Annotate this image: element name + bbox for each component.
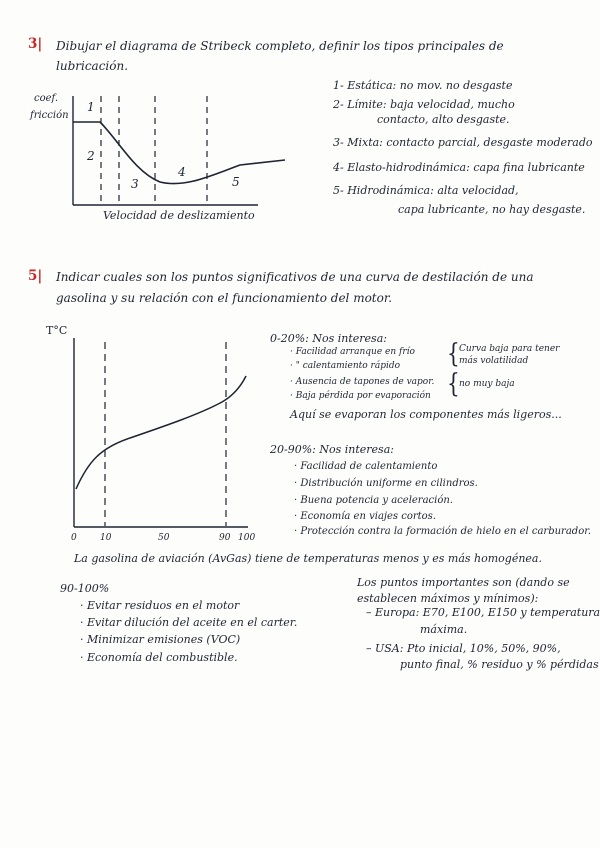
stribeck-xlabel: Velocidad de deslizamiento	[103, 209, 255, 222]
range-0-20-item-4: · Baja pérdida por evaporación	[290, 391, 431, 401]
distillation-xtick-50: 50	[158, 533, 170, 543]
lubrication-type-2-cont: contacto, alto desgaste.	[377, 113, 510, 126]
question-5-text-line2: gasolina y su relación con el funcionamiento del motor.	[56, 291, 393, 305]
lubrication-type-3: 3- Mixta: contacto parcial, desgaste moderado	[333, 136, 593, 149]
stribeck-region-5: 5	[232, 175, 240, 189]
question-3-text-line2: lubricación.	[56, 59, 129, 73]
range-0-20-note: Aquí se evaporan los componentes más ligeros...	[290, 408, 562, 421]
question-5-number: 5|	[28, 268, 43, 284]
brace-1: {	[447, 337, 460, 369]
important-points-line1: Los puntos importantes son (dando se	[357, 576, 570, 589]
lubrication-type-2: 2- Límite: baja velocidad, mucho	[333, 98, 515, 111]
important-points-line2: establecen máximos y mínimos):	[357, 592, 539, 605]
range-0-20-item-3: · Ausencia de tapones de vapor.	[290, 377, 435, 387]
range-0-20-heading: 0-20%: Nos interesa:	[270, 332, 387, 345]
question-3-text-line1: Dibujar el diagrama de Stribeck completo, definir los tipos principales de	[56, 39, 504, 53]
distillation-curve	[76, 376, 246, 489]
stribeck-ylabel-line1: coef.	[34, 93, 59, 104]
question-3-number: 3|	[28, 36, 43, 52]
distillation-ylabel: T°C	[46, 324, 68, 337]
brace-1-text-line2: más volatilidad	[459, 356, 529, 366]
question-5-text-line1: Indicar cuales son los puntos significativos de una curva de destilación de una	[56, 270, 534, 284]
range-0-20-item-2: · " calentamiento rápido	[290, 361, 401, 371]
brace-2: {	[447, 367, 460, 399]
range-20-90-item-4: · Economía en viajes cortos.	[294, 511, 436, 522]
range-90-100-heading: 90-100%	[60, 582, 110, 595]
brace-2-text: no muy baja	[459, 379, 515, 389]
important-points-usa-line1: – USA: Pto inicial, 10%, 50%, 90%,	[366, 642, 561, 655]
important-points-europe-line1: – Europa: E70, E100, E150 y temperatura	[366, 606, 600, 619]
stribeck-region-4: 4	[178, 165, 186, 179]
range-90-100-item-2: · Evitar dilución del aceite en el carter.	[80, 616, 298, 629]
stribeck-region-3: 3	[131, 177, 139, 191]
brace-1-text-line1: Curva baja para tener	[459, 344, 560, 354]
range-90-100-item-1: · Evitar residuos en el motor	[80, 599, 240, 612]
distillation-xtick-90: 90	[219, 533, 231, 543]
range-90-100-item-4: · Economía del combustible.	[80, 651, 238, 664]
important-points-europe-line2: máxima.	[420, 623, 468, 636]
lubrication-type-5-cont: capa lubricante, no hay desgaste.	[398, 203, 586, 216]
aviation-note: La gasolina de aviación (AvGas) tiene de temperaturas menos y es más homogénea.	[74, 552, 542, 565]
distillation-xtick-10: 10	[100, 533, 112, 543]
stribeck-ylabel-line2: fricción	[30, 110, 69, 121]
distillation-xtick-0: 0	[71, 533, 77, 543]
distillation-xtick-100: 100	[238, 533, 256, 543]
range-20-90-heading: 20-90%: Nos interesa:	[270, 443, 394, 456]
important-points-usa-line2: punto final, % residuo y % pérdidas	[400, 658, 599, 671]
range-20-90-item-1: · Facilidad de calentamiento	[294, 461, 438, 472]
range-90-100-item-3: · Minimizar emisiones (VOC)	[80, 633, 241, 646]
stribeck-region-2: 2	[87, 149, 95, 163]
lubrication-type-5: 5- Hidrodinámica: alta velocidad,	[333, 184, 519, 197]
range-20-90-item-3: · Buena potencia y aceleración.	[294, 495, 453, 506]
range-20-90-item-5: · Protección contra la formación de hielo en el carburador.	[294, 526, 592, 537]
range-20-90-item-2: · Distribución uniforme en cilindros.	[294, 478, 478, 489]
stribeck-region-1: 1	[87, 100, 95, 114]
range-0-20-item-1: · Facilidad arranque en frío	[290, 347, 415, 357]
lubrication-type-4: 4- Elasto-hidrodinámica: capa fina lubricante	[333, 161, 585, 174]
lubrication-type-1: 1- Estática: no mov. no desgaste	[333, 79, 513, 92]
